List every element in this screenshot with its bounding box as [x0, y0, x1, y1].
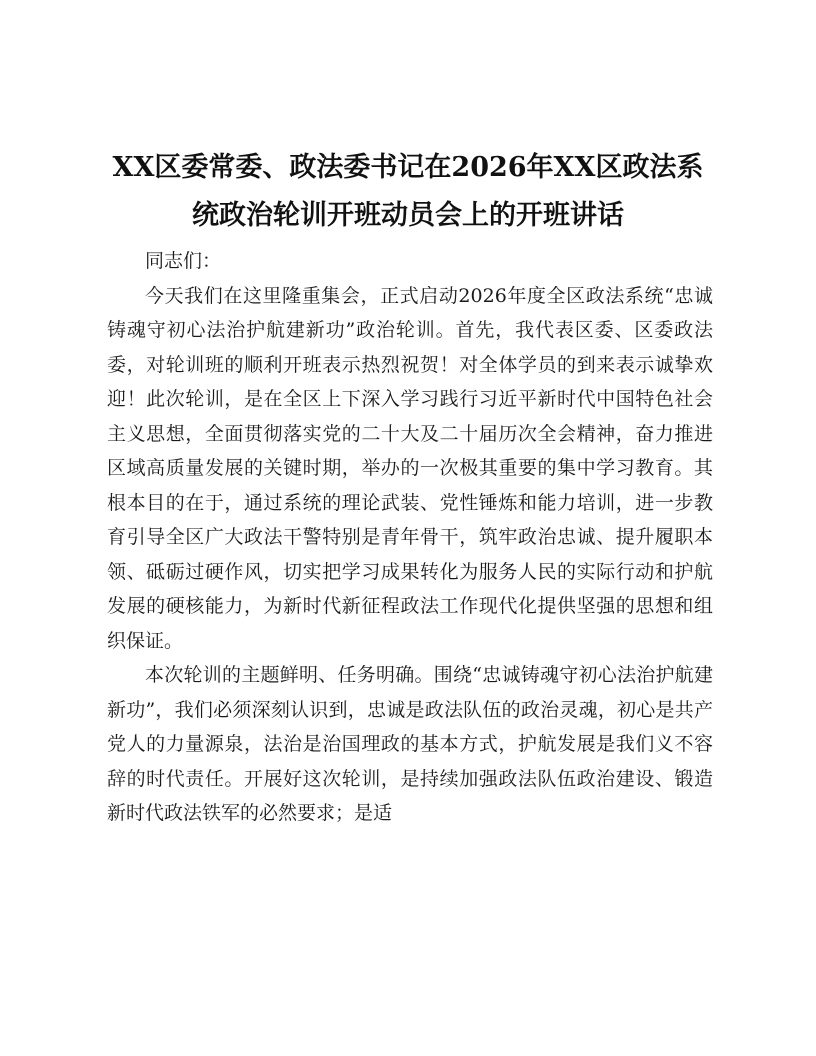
- document-body: [107, 244, 713, 831]
- salutation: 同志们：: [145, 250, 222, 272]
- body-paragraph: 本次轮训的主题鲜明、任务明确。围绕“忠诚铸魂守初心法治护航建新功”，我们必须深刻认识到，忠诚是政法队伍的政治灵魂，初心是共产党人的力量源泉，法治是治国理政的基本方式，护航发展是我们义不容辞的时代责任。开展好这次轮训，是持续加强政法队伍政治建设、锻造新时代政法铁军的必然要求；是适: [107, 664, 713, 824]
- document-title: XX区委常委、政法委书记在2026年XX区政法系统政治轮训开班动员会上的开班讲话: [112, 152, 704, 231]
- body-paragraph: 今天我们在这里隆重集会，正式启动2026年度全区政法系统“忠诚铸魂守初心法治护航建新功”政治轮训。首先，我代表区委、区委政法委，对轮训班的顺利开班表示热烈祝贺！对全体学员的到来表示诚挚欢迎！此次轮训，是在全区上下深入学习践行习近平新时代中国特色社会主义思想，全面贯彻落实党的二十大及二十届历次全会精神，奋力推进区域高质量发展的关键时期，举办的一次极其重要的集中学习教育。其根本目的在于，通过系统的理论武装、党性锤炼和能力培训，进一步教育引导全区广大政法干警特别是青年骨干，筑牢政治忠诚、提升履职本领、砥砺过硬作风，切实把学习成果转化为服务人民的实际行动和护航发展的硬核能力，为新时代新征程政法工作现代化提供坚强的思想和组织保证。: [107, 284, 713, 652]
